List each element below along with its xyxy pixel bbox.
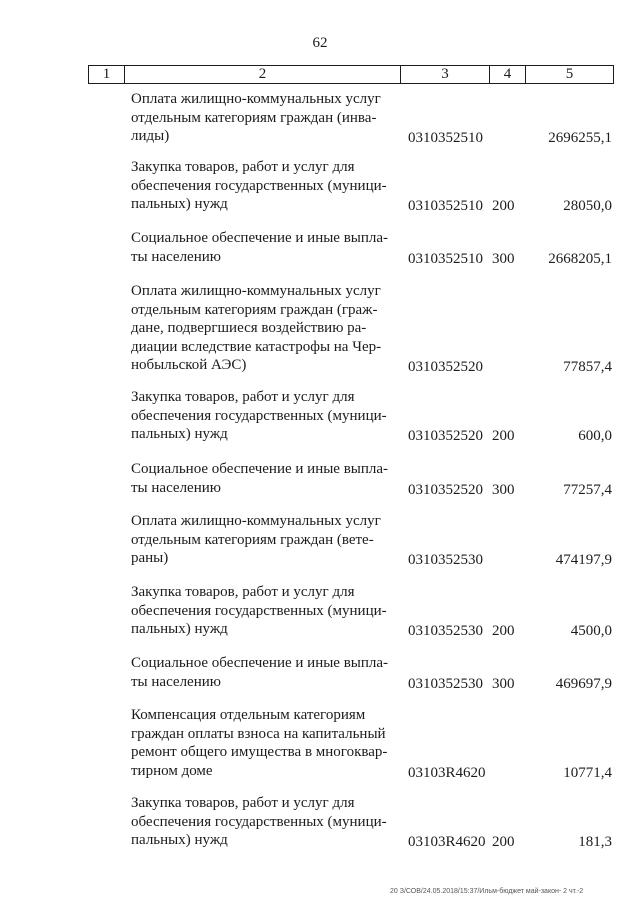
row-expense-type: 300 xyxy=(492,250,515,267)
row-description xyxy=(131,229,397,266)
description-line: Социальное обеспечение и иные выпла- xyxy=(131,230,389,246)
row-amount: 4500,0 xyxy=(570,623,612,639)
table-header xyxy=(88,65,614,84)
description-line: отдельным категориям граждан (граж- xyxy=(131,301,378,318)
row-amount: 2696255,1 xyxy=(548,130,612,146)
row-code: 0310352520 xyxy=(408,481,483,498)
description-line: ремонт общего имущества в многоквар- xyxy=(131,744,388,760)
row-code: 0310352510 xyxy=(408,130,483,146)
description-line: лиды) xyxy=(131,128,170,144)
header-col-1: 1 xyxy=(89,66,125,84)
description-line: нобыльской АЭС) xyxy=(131,357,247,373)
row-description xyxy=(131,282,397,375)
row-code: 0310352510 xyxy=(408,198,483,214)
table-row xyxy=(0,654,640,691)
row-code: 0310352530 xyxy=(408,623,483,639)
header-col-4: 4 xyxy=(490,66,526,84)
description-line: Закупка товаров, работ и услуг для xyxy=(131,795,355,811)
row-code: 0310352520 xyxy=(408,359,483,375)
description-line: Оплата жилищно-коммунальных услуг xyxy=(131,91,381,107)
row-amount: 181,3 xyxy=(578,834,612,850)
row-expense-type: 200 xyxy=(492,198,515,214)
row-description xyxy=(131,583,397,639)
description-line: Оплата жилищно-коммунальных услуг xyxy=(131,513,381,529)
description-line: обеспечения государственных (муници- xyxy=(131,177,387,194)
header-col-5: 5 xyxy=(526,66,614,84)
row-description xyxy=(131,90,397,146)
description-line: тирном доме xyxy=(131,762,213,779)
table-row xyxy=(0,460,640,497)
row-expense-type: 300 xyxy=(492,675,515,692)
description-line: Закупка товаров, работ и услуг для xyxy=(131,159,355,175)
row-code: 0310352510 xyxy=(408,250,483,267)
description-line: обеспечения государственных (муници- xyxy=(131,813,387,830)
description-line: отдельным категориям граждан (инва- xyxy=(131,109,377,126)
page-number: 62 xyxy=(312,35,328,51)
description-line: Закупка товаров, работ и услуг для xyxy=(131,584,355,600)
description-line: Закупка товаров, работ и услуг для xyxy=(131,389,355,405)
row-description xyxy=(131,654,397,691)
row-code: 03103R4620 xyxy=(408,834,486,850)
table-row xyxy=(0,229,640,266)
table-row xyxy=(0,512,640,568)
row-expense-type: 200 xyxy=(492,428,515,444)
row-description xyxy=(131,794,397,850)
description-line: диации вследствие катастрофы на Чер- xyxy=(131,338,382,355)
description-line: пальных) нужд xyxy=(131,426,228,442)
row-amount: 28050,0 xyxy=(563,198,612,214)
row-code: 0310352530 xyxy=(408,552,483,568)
table-row xyxy=(0,282,640,375)
row-expense-type: 200 xyxy=(492,834,515,850)
description-line: обеспечения государственных (муници- xyxy=(131,602,387,619)
description-line: пальных) нужд xyxy=(131,621,228,637)
description-line: Социальное обеспечение и иные выпла- xyxy=(131,655,389,671)
header-col-3: 3 xyxy=(401,66,490,84)
table-row xyxy=(0,158,640,214)
table-row xyxy=(0,794,640,850)
description-line: ты населению xyxy=(131,479,221,496)
row-amount: 469697,9 xyxy=(555,675,612,692)
description-line: пальных) нужд xyxy=(131,832,228,848)
row-expense-type: 300 xyxy=(492,481,515,498)
description-line: обеспечения государственных (муници- xyxy=(131,407,387,424)
description-line: Компенсация отдельным категориям xyxy=(131,707,366,723)
description-line: ты населению xyxy=(131,673,221,690)
row-amount: 600,0 xyxy=(578,428,612,444)
footer-stamp: 20 З/СОВ/24.05.2018/15:37/Ильм-бюджет май-закон- 2 чт.-2 xyxy=(390,888,584,895)
description-line: раны) xyxy=(131,550,169,566)
row-amount: 77857,4 xyxy=(563,359,612,375)
row-expense-type: 200 xyxy=(492,623,515,639)
description-line: граждан оплаты взноса на капитальный xyxy=(131,725,386,742)
table-row xyxy=(0,90,640,146)
description-line: ты населению xyxy=(131,248,221,265)
row-amount: 77257,4 xyxy=(563,481,612,498)
header-row xyxy=(89,66,614,84)
row-description xyxy=(131,512,397,568)
header-col-2: 2 xyxy=(125,66,401,84)
row-description xyxy=(131,388,397,444)
table-row xyxy=(0,388,640,444)
description-line: отдельным категориям граждан (вете- xyxy=(131,531,374,548)
description-line: Социальное обеспечение и иные выпла- xyxy=(131,461,389,477)
table-row xyxy=(0,583,640,639)
row-amount: 2668205,1 xyxy=(548,250,612,267)
row-amount: 474197,9 xyxy=(555,552,612,568)
description-line: пальных) нужд xyxy=(131,196,228,212)
row-description xyxy=(131,158,397,214)
row-code: 03103R4620 xyxy=(408,764,486,781)
table-row xyxy=(0,706,640,780)
row-code: 0310352520 xyxy=(408,428,483,444)
row-amount: 10771,4 xyxy=(563,764,612,781)
description-line: дане, подвергшиеся воздействию ра- xyxy=(131,320,367,336)
description-line: Оплата жилищно-коммунальных услуг xyxy=(131,283,381,299)
row-code: 0310352530 xyxy=(408,675,483,692)
row-description xyxy=(131,706,397,780)
row-description xyxy=(131,460,397,497)
